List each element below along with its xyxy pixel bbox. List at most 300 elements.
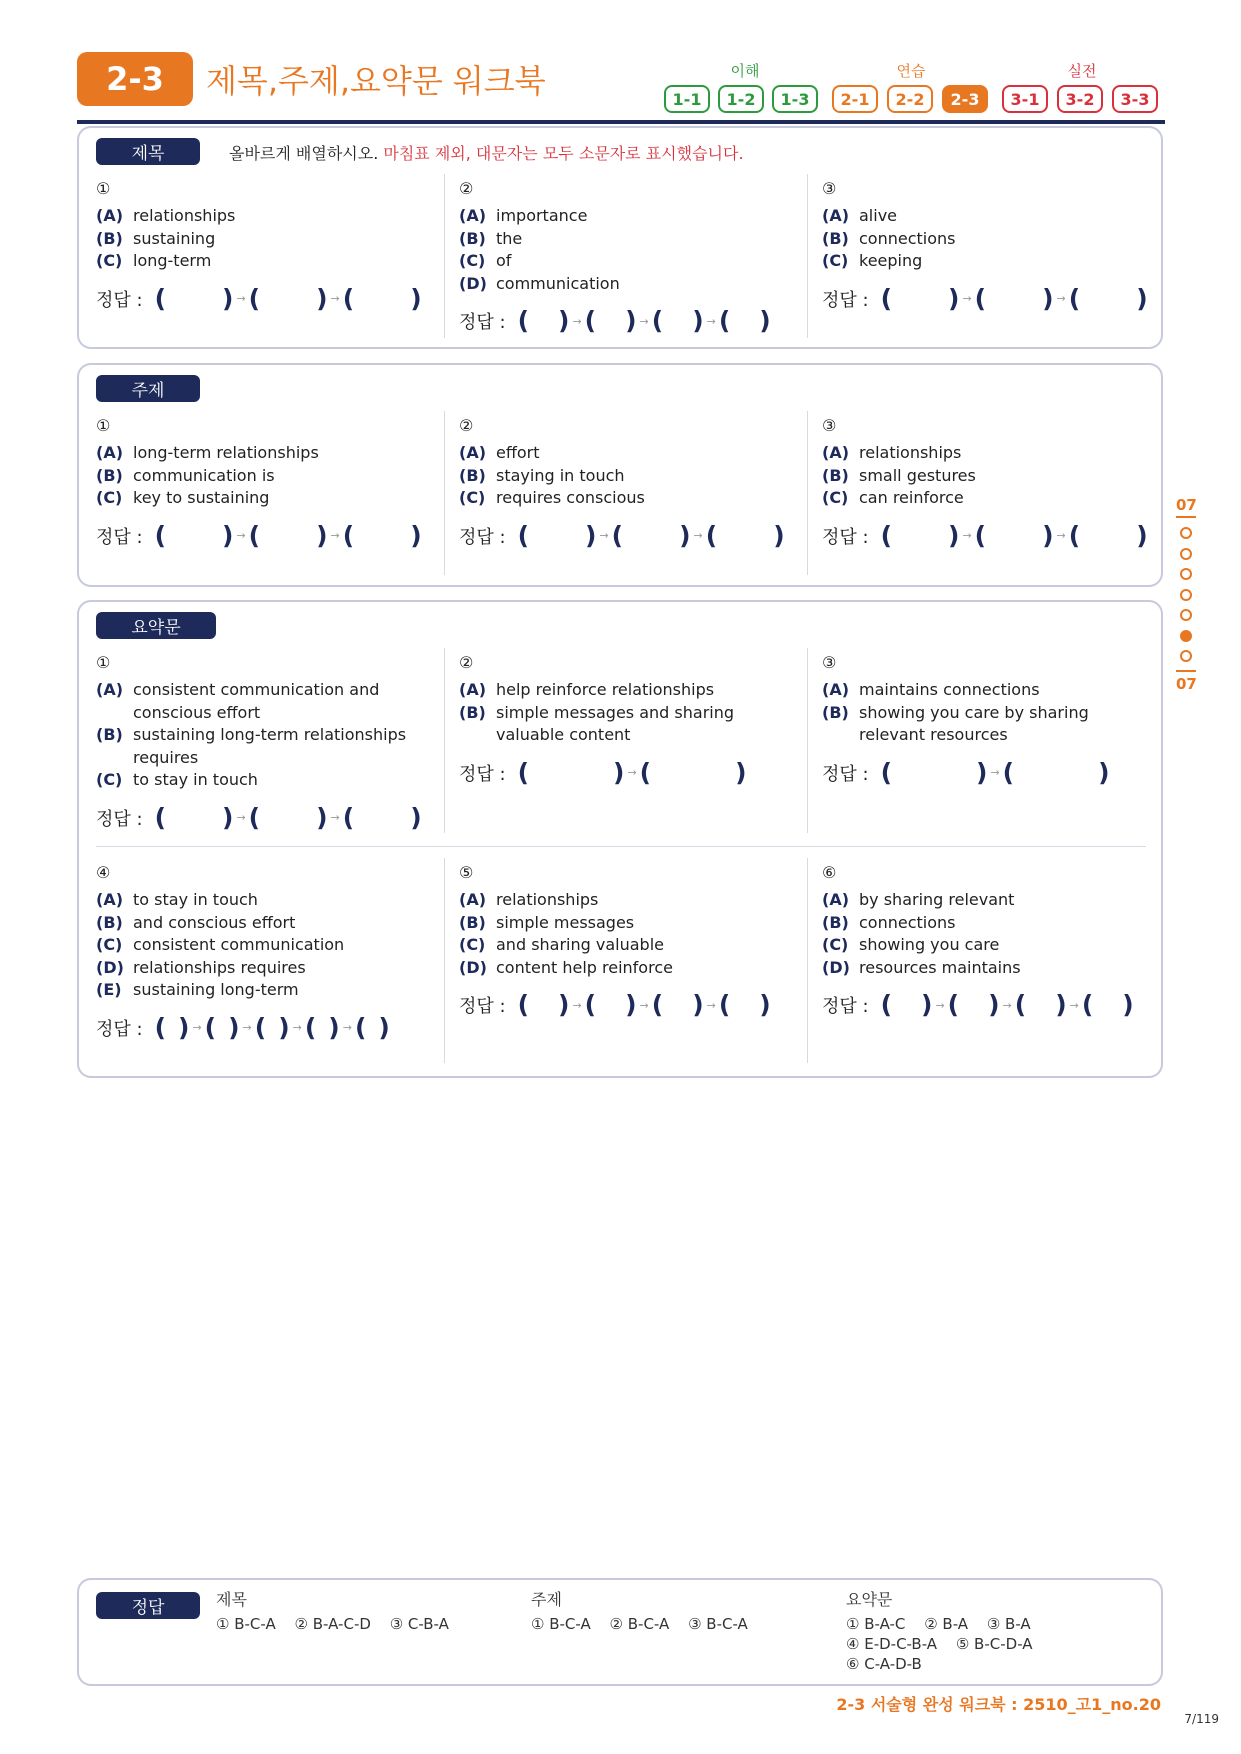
option-row <box>96 934 426 957</box>
answer-row <box>96 1014 426 1042</box>
arrow-icon: → <box>962 529 972 542</box>
close-paren: ) <box>921 990 933 1019</box>
answer-value: ③ C-B-A <box>389 1615 449 1633</box>
summary-section-panel <box>77 600 1163 1078</box>
answer-key-title <box>216 1590 463 1634</box>
open-paren: ( <box>154 283 166 313</box>
close-paren: ) <box>692 306 704 335</box>
close-paren: ) <box>410 802 422 832</box>
item-number: ④ <box>96 863 111 882</box>
column-divider <box>444 648 445 833</box>
page-indicator-icon <box>1180 568 1192 580</box>
item-number: ② <box>459 179 474 198</box>
option-text: relationships <box>859 443 962 462</box>
open-paren: ( <box>154 802 166 832</box>
nav-group-label-real: 실전 <box>1067 62 1097 80</box>
nav-button-3-2[interactable]: 3-2 <box>1057 85 1103 113</box>
open-paren: ( <box>517 757 529 787</box>
answer-value: ⑤ B-C-D-A <box>955 1635 1033 1653</box>
option-letter: (B) <box>96 465 123 485</box>
option-text: showing you care by sharing relevant resources <box>859 702 1089 744</box>
answer-blank[interactable] <box>354 524 410 548</box>
arrow-icon: → <box>236 529 246 542</box>
column-divider <box>807 174 808 338</box>
answer-key-summary <box>846 1590 1047 1674</box>
item-number: ③ <box>822 179 837 198</box>
close-paren: ) <box>625 306 637 335</box>
page-number: 7/119 <box>1184 1712 1219 1726</box>
close-paren: ) <box>988 990 1000 1019</box>
option-row <box>459 487 789 510</box>
option-letter: (A) <box>822 680 850 699</box>
option-text: sustaining long-term relationships requires <box>133 725 407 767</box>
answer-blank[interactable] <box>316 1016 328 1040</box>
answer-key-tag: 정답 <box>96 1592 200 1619</box>
option-row <box>822 442 1152 465</box>
answer-blank[interactable] <box>166 1016 178 1040</box>
summary-item-6 <box>822 863 1152 1019</box>
arrow-icon: → <box>639 998 649 1012</box>
open-paren: ( <box>248 802 261 832</box>
item-number: ① <box>96 416 111 435</box>
open-paren: ( <box>718 990 731 1019</box>
close-paren: ) <box>1042 520 1054 550</box>
title-item-2 <box>459 179 789 335</box>
arrow-icon: → <box>330 529 340 542</box>
option-text: the <box>496 228 523 248</box>
answer-blank[interactable] <box>260 524 316 548</box>
answer-value: ② B-A <box>924 1615 969 1633</box>
option-letter: (A) <box>459 206 487 225</box>
arrow-icon: → <box>242 1021 252 1034</box>
option-text: importance <box>496 206 588 225</box>
arrow-icon: → <box>330 811 340 824</box>
answer-blank[interactable] <box>216 1016 228 1040</box>
arrow-icon: → <box>1056 292 1066 305</box>
open-paren: ( <box>880 520 892 550</box>
option-letter: (C) <box>459 935 486 954</box>
nav-button-1-1[interactable]: 1-1 <box>664 85 710 113</box>
close-paren: ) <box>948 520 960 550</box>
answer-blank[interactable] <box>354 806 410 830</box>
answer-row <box>459 522 789 550</box>
page-indicator-icon <box>1180 589 1192 601</box>
answer-blank[interactable] <box>596 309 625 333</box>
title-item-3 <box>822 179 1152 313</box>
option-letter: (A) <box>822 443 850 462</box>
option-row <box>822 487 1152 510</box>
arrow-icon: → <box>693 529 703 542</box>
open-paren: ( <box>354 1012 367 1042</box>
option-text: content help reinforce <box>496 957 673 977</box>
answer-row <box>459 307 789 335</box>
item-number: ① <box>96 179 111 198</box>
option-row <box>96 724 431 769</box>
option-row <box>96 228 426 251</box>
option-letter: (D) <box>459 957 487 977</box>
option-letter: (B) <box>459 702 486 722</box>
open-paren: ( <box>947 990 960 1019</box>
answer-blank[interactable] <box>529 524 585 548</box>
arrow-icon: → <box>292 1021 302 1034</box>
item-number: ③ <box>822 416 837 435</box>
answer-key-summary-head: 요약문 <box>846 1590 893 1609</box>
summary-item-5 <box>459 863 789 1019</box>
answer-blank[interactable] <box>730 993 759 1017</box>
option-letter: (A) <box>822 206 850 225</box>
side-index-line <box>1176 670 1196 672</box>
option-text: and sharing valuable <box>496 935 664 954</box>
open-paren: ( <box>611 520 624 550</box>
answer-blank[interactable] <box>166 524 222 548</box>
summary-section-tag: 요약문 <box>96 612 216 639</box>
option-letter: (C) <box>96 251 123 270</box>
arrow-icon: → <box>1056 529 1066 542</box>
close-paren: ) <box>948 283 960 313</box>
arrow-icon: → <box>706 998 716 1012</box>
answer-blank[interactable] <box>959 993 988 1017</box>
answer-key-topic <box>531 1590 762 1634</box>
summary-item-1 <box>96 653 431 832</box>
row-divider <box>96 846 1146 847</box>
open-paren: ( <box>1002 757 1015 787</box>
arrow-icon: → <box>1002 998 1012 1012</box>
option-letter: (C) <box>96 770 123 789</box>
option-row <box>822 957 1152 980</box>
option-text: staying in touch <box>496 465 625 485</box>
open-paren: ( <box>584 990 597 1019</box>
open-paren: ( <box>517 520 529 550</box>
answer-blank[interactable] <box>986 287 1042 311</box>
open-paren: ( <box>248 283 261 313</box>
close-paren: ) <box>558 990 570 1019</box>
close-paren: ) <box>316 283 328 313</box>
option-row <box>96 957 426 980</box>
option-text: long-term relationships <box>133 443 319 462</box>
close-paren: ) <box>558 306 570 335</box>
open-paren: ( <box>304 1012 317 1042</box>
option-letter: (B) <box>822 465 849 485</box>
open-paren: ( <box>1068 520 1081 550</box>
answer-key-topic-head: 주제 <box>531 1590 562 1609</box>
open-paren: ( <box>974 520 987 550</box>
arrow-icon: → <box>935 998 945 1012</box>
close-paren: ) <box>759 306 771 335</box>
open-paren: ( <box>204 1012 217 1042</box>
option-letter: (C) <box>822 251 849 270</box>
nav-button-3-1[interactable]: 3-1 <box>1002 85 1048 113</box>
nav-button-1-2[interactable]: 1-2 <box>718 85 764 113</box>
answer-blank[interactable] <box>663 309 692 333</box>
answer-blank[interactable] <box>1026 993 1055 1017</box>
answer-blank[interactable] <box>266 1016 278 1040</box>
answer-blank[interactable] <box>730 309 759 333</box>
close-paren: ) <box>1042 283 1054 313</box>
option-letter: (D) <box>459 273 487 293</box>
arrow-icon: → <box>990 766 1000 779</box>
answer-value: ③ B-A <box>986 1615 1031 1633</box>
answer-label: 정답 : <box>822 526 869 548</box>
option-letter: (A) <box>459 443 487 462</box>
option-text: long-term <box>133 251 212 270</box>
close-paren: ) <box>1122 990 1134 1019</box>
option-letter: (B) <box>459 228 486 248</box>
topic-item-2 <box>459 416 789 550</box>
arrow-icon: → <box>1069 998 1079 1012</box>
answer-value: ② B-A-C-D <box>294 1615 371 1633</box>
item-number: ① <box>96 653 111 672</box>
answer-blank[interactable] <box>529 309 558 333</box>
option-row <box>96 487 426 510</box>
answer-label: 정답 : <box>822 763 869 785</box>
option-text: to stay in touch <box>133 770 258 789</box>
close-paren: ) <box>378 1012 390 1042</box>
answer-value: ① B-A-C <box>846 1615 906 1633</box>
column-divider <box>807 858 808 1063</box>
answer-blank[interactable] <box>623 524 679 548</box>
arrow-icon: → <box>962 292 972 305</box>
answer-label: 정답 : <box>459 312 506 333</box>
instruction-text <box>229 141 744 164</box>
option-letter: (A) <box>96 680 124 699</box>
page-indicator-icon <box>1180 609 1192 621</box>
option-letter: (A) <box>96 206 124 225</box>
answer-blank[interactable] <box>892 761 976 785</box>
answer-blank[interactable] <box>596 993 625 1017</box>
nav-button-2-2[interactable]: 2-2 <box>887 85 933 113</box>
answer-blank[interactable] <box>260 287 316 311</box>
answer-key-panel <box>77 1578 1163 1686</box>
answer-value: ① B-C-A <box>531 1615 591 1633</box>
answer-blank[interactable] <box>354 287 410 311</box>
nav-group-label-understand: 이해 <box>730 62 760 80</box>
close-paren: ) <box>1136 283 1148 313</box>
item-number: ② <box>459 416 474 435</box>
page-indicator-icon <box>1180 527 1192 539</box>
title-section-panel <box>77 126 1163 349</box>
close-paren: ) <box>228 1012 240 1042</box>
option-row <box>822 679 1152 702</box>
option-text: relationships requires <box>133 957 306 977</box>
close-paren: ) <box>222 520 234 550</box>
arrow-icon: → <box>236 811 246 824</box>
option-letter: (A) <box>822 890 850 909</box>
option-letter: (A) <box>96 890 124 909</box>
answer-row <box>822 522 1152 550</box>
option-text: small gestures <box>859 465 976 485</box>
answer-label: 정답 : <box>459 526 506 548</box>
close-paren: ) <box>316 520 328 550</box>
option-row <box>96 979 426 1002</box>
page-indicator-icon <box>1180 548 1192 560</box>
answer-value: ③ B-C-A <box>688 1615 748 1633</box>
instruction-note: 마침표 제외, 대문자는 모두 소문자로 표시했습니다. <box>378 144 744 163</box>
open-paren: ( <box>880 990 892 1019</box>
answer-value: ② B-C-A <box>609 1615 670 1633</box>
option-text: relationships <box>133 206 236 225</box>
answer-blank[interactable] <box>529 761 613 785</box>
topic-section-tag: 주제 <box>96 375 200 402</box>
arrow-icon: → <box>236 292 246 305</box>
answer-row <box>96 285 426 313</box>
nav-group-label-practice: 연습 <box>896 62 926 80</box>
answer-blank[interactable] <box>1014 761 1098 785</box>
arrow-icon: → <box>342 1021 352 1034</box>
option-row <box>96 250 426 273</box>
close-paren: ) <box>735 757 747 787</box>
option-letter: (B) <box>822 912 849 932</box>
item-number: ⑥ <box>822 863 837 882</box>
answer-label: 정답 : <box>822 996 869 1017</box>
close-paren: ) <box>278 1012 290 1042</box>
current-page-indicator-icon <box>1180 630 1192 642</box>
option-letter: (B) <box>459 465 486 485</box>
open-paren: ( <box>254 1012 267 1042</box>
summary-item-3 <box>822 653 1152 787</box>
answer-blank[interactable] <box>892 287 948 311</box>
footer-label: 2-3 서술형 완성 워크북 : 2510_고1_no.20 <box>836 1695 1161 1714</box>
close-paren: ) <box>759 990 771 1019</box>
nav-button-2-3[interactable]: 2-3 <box>942 85 988 113</box>
option-text: help reinforce relationships <box>496 680 715 699</box>
answer-label: 정답 : <box>96 808 143 830</box>
option-row <box>459 889 789 912</box>
option-text: simple messages and sharing valuable content <box>496 702 735 744</box>
option-row <box>459 273 789 296</box>
option-row <box>459 465 789 488</box>
answer-blank[interactable] <box>529 993 558 1017</box>
option-text: of <box>496 251 512 270</box>
close-paren: ) <box>222 283 234 313</box>
option-letter: (C) <box>822 488 849 507</box>
nav-button-1-3[interactable]: 1-3 <box>772 85 818 113</box>
nav-button-3-3[interactable]: 3-3 <box>1112 85 1158 113</box>
option-row <box>459 205 789 228</box>
arrow-icon: → <box>599 529 609 542</box>
close-paren: ) <box>585 520 597 550</box>
summary-item-4 <box>96 863 426 1042</box>
option-letter: (A) <box>96 443 124 462</box>
option-text: can reinforce <box>859 488 964 507</box>
answer-row <box>822 991 1152 1019</box>
answer-blank[interactable] <box>1080 287 1136 311</box>
instruction-main: 올바르게 배열하시오. <box>229 144 379 163</box>
open-paren: ( <box>342 802 355 832</box>
option-text: key to sustaining <box>133 488 270 507</box>
open-paren: ( <box>974 283 987 313</box>
option-text: simple messages <box>496 912 635 932</box>
open-paren: ( <box>154 520 166 550</box>
answer-value: ⑥ C-A-D-B <box>846 1655 922 1673</box>
answer-blank[interactable] <box>366 1016 378 1040</box>
answer-blank[interactable] <box>1080 524 1136 548</box>
option-letter: (C) <box>459 251 486 270</box>
option-row <box>459 957 789 980</box>
option-row <box>822 889 1152 912</box>
arrow-icon: → <box>192 1021 202 1034</box>
option-row <box>822 250 1152 273</box>
topic-section-panel <box>77 363 1163 587</box>
answer-label: 정답 : <box>822 289 869 311</box>
item-number: ⑤ <box>459 863 474 882</box>
open-paren: ( <box>718 306 731 335</box>
option-letter: (E) <box>96 980 122 999</box>
option-row <box>822 934 1152 957</box>
open-paren: ( <box>248 520 261 550</box>
option-row <box>459 250 789 273</box>
close-paren: ) <box>773 520 785 550</box>
topic-item-1 <box>96 416 426 550</box>
answer-blank[interactable] <box>986 524 1042 548</box>
item-number: ② <box>459 653 474 672</box>
answer-blank[interactable] <box>166 806 222 830</box>
answer-blank[interactable] <box>166 287 222 311</box>
answer-value: ④ E-D-C-B-A <box>846 1635 938 1653</box>
option-letter: (A) <box>459 680 487 699</box>
answer-key-title-head: 제목 <box>216 1590 247 1609</box>
open-paren: ( <box>584 306 597 335</box>
answer-blank[interactable] <box>717 524 773 548</box>
open-paren: ( <box>1068 283 1081 313</box>
close-paren: ) <box>613 757 625 787</box>
arrow-icon: → <box>572 314 582 328</box>
option-letter: (A) <box>459 890 487 909</box>
answer-blank[interactable] <box>892 993 921 1017</box>
option-row <box>459 679 789 702</box>
answer-blank[interactable] <box>1093 993 1122 1017</box>
nav-button-2-1[interactable]: 2-1 <box>832 85 878 113</box>
option-letter: (B) <box>459 912 486 932</box>
option-text: showing you care <box>859 935 1000 954</box>
answer-row <box>96 804 431 832</box>
close-paren: ) <box>1055 990 1067 1019</box>
side-index-top: 07 <box>1176 496 1197 514</box>
option-letter: (C) <box>459 488 486 507</box>
option-text: maintains connections <box>859 680 1040 699</box>
column-divider <box>444 174 445 338</box>
option-letter: (D) <box>96 957 124 977</box>
answer-blank[interactable] <box>892 524 948 548</box>
answer-row <box>459 991 789 1019</box>
answer-label: 정답 : <box>96 526 143 548</box>
answer-row <box>96 522 426 550</box>
answer-blank[interactable] <box>651 761 735 785</box>
option-text: communication <box>496 273 620 293</box>
option-letter: (D) <box>822 957 850 977</box>
option-text: by sharing relevant <box>859 890 1015 909</box>
arrow-icon: → <box>330 292 340 305</box>
option-letter: (C) <box>822 935 849 954</box>
close-paren: ) <box>222 802 234 832</box>
option-row <box>459 442 789 465</box>
arrow-icon: → <box>627 766 637 779</box>
item-number: ③ <box>822 653 837 672</box>
option-row <box>822 912 1152 935</box>
option-row <box>459 934 789 957</box>
answer-blank[interactable] <box>260 806 316 830</box>
option-text: sustaining long-term <box>133 980 299 999</box>
open-paren: ( <box>154 1012 166 1042</box>
option-row <box>96 465 426 488</box>
close-paren: ) <box>692 990 704 1019</box>
option-letter: (B) <box>96 725 123 744</box>
option-text: effort <box>496 443 540 462</box>
option-text: alive <box>859 206 898 225</box>
answer-blank[interactable] <box>663 993 692 1017</box>
option-text: consistent communication and conscious effort <box>133 680 380 722</box>
arrow-icon: → <box>639 314 649 328</box>
open-paren: ( <box>342 283 355 313</box>
